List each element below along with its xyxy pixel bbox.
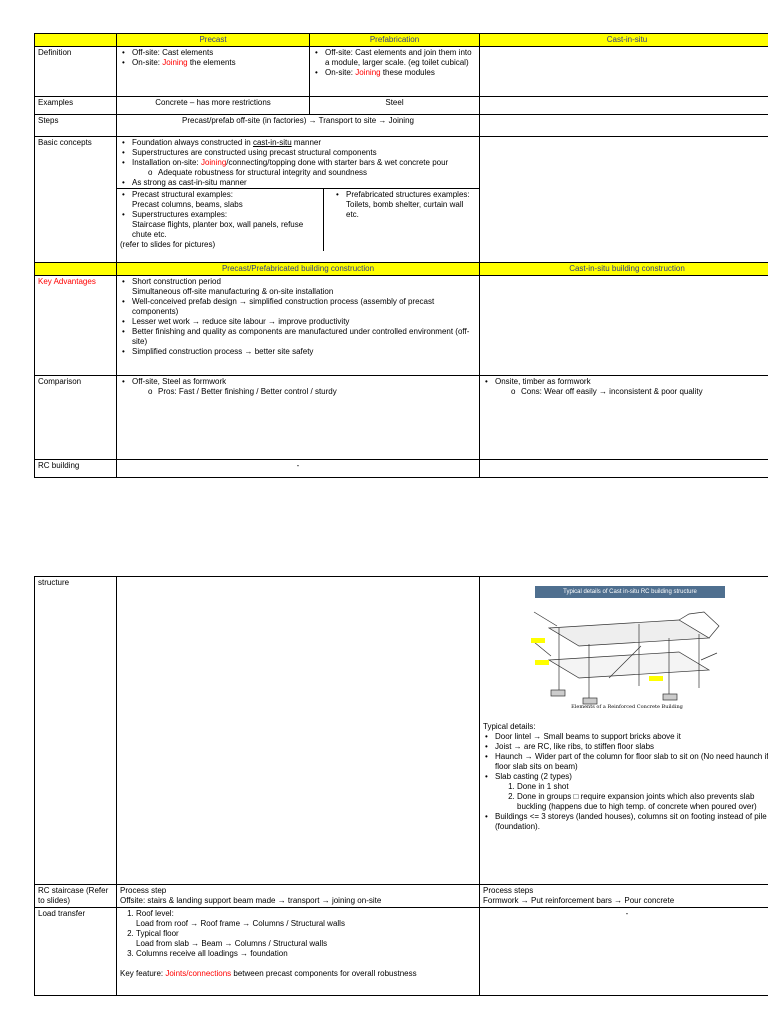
steps-text: Precast/prefab off-site (in factories) → Transport to site → Joining: [117, 115, 480, 137]
header-cast-in-situ-construction: Cast-in-situ building construction: [480, 263, 768, 276]
header-cast-in-situ: Cast-in-situ: [480, 34, 768, 47]
comparison-cast-in-situ: • Onsite, timber as formwork o Cons: Wear off easily → inconsistent & poor quality: [480, 376, 768, 460]
key-advantages-cast-in-situ: [480, 276, 768, 376]
row-label-load-transfer: Load transfer: [35, 908, 117, 996]
header-precast: Precast: [117, 34, 310, 47]
row-label-examples: Examples: [35, 97, 117, 115]
precast-examples: • Precast structural examples: Precast columns, beams, slabs • Superstructures examples: Staircase flights, planter box, wall panels, refuse chute etc. (refer to slides for pictures): [117, 189, 324, 251]
structure-cast-in-situ: Typical details of Cast in-situ RC building structure Elements of a Reinforced Concrete Building Typical details: • Door lintel → Small beams to support bricks above it • Joist → are RC, like ribs, to stiffen floor slabs • Haunch → Wider part of the column for floor slab to sit on (No need haunch if floor slab sits on beam) • Slab casting (2 types) 1. Done in 1 shot 2. Done in groups □ require expansion joints which also prevents slab buckling (happens due to high temp. of concrete when poured over) • Buildings <= 3 storeys (landed houses), columns sit on footing instead of pile (foundation).: [480, 577, 768, 885]
examples-cast-in-situ: [480, 97, 768, 115]
comparison-table: [34, 33, 768, 478]
examples-precast: Concrete – has more restrictions: [117, 97, 310, 115]
staircase-cast-in-situ: Process steps Formwork → Put reinforcement bars → Pour concrete: [480, 885, 768, 908]
header-prefabrication: Prefabrication: [310, 34, 480, 47]
row-label-rc-staircase: RC staircase (Refer to slides): [35, 885, 117, 908]
row-label-structure: structure: [35, 577, 117, 885]
basic-concepts-cast-in-situ: [480, 137, 768, 263]
structure-precast: [117, 577, 480, 885]
header2-empty: [35, 263, 117, 276]
rc-building-diagram: [529, 586, 725, 716]
key-advantages-list: • Short construction period Simultaneous off-site manufacturing & on-site installation • Well-conceived prefab design → simplified construction process (assembly of precast components) • Lesser wet work → reduce site labour → improve productivity • Better finishing and quality as components are manufactured under controlled environment (off-site) • Simplified construction process → better site safety: [117, 276, 480, 376]
basic-concepts-list: • Foundation always constructed in cast-in-situ manner • Superstructures are constructed using precast structural components • Installation on-site: Joining/connecting/topping done with starter bars & wet concrete pour o Adequate robustness for structural integrity and soundness • As strong as cast-in-situ manner: [117, 137, 480, 189]
row-label-basic-concepts: Basic concepts: [35, 137, 117, 263]
building-structure-illustration: [529, 598, 725, 710]
row-label-comparison: Comparison: [35, 376, 117, 460]
load-transfer-precast: 1. Roof level: Load from roof → Roof frame → Columns / Structural walls 2. Typical floor Load from slab → Beam → Columns / Structural walls 3. Columns receive all loadings → foundation Key feature: Joints/connections between precast components for overall robustness: [117, 908, 480, 996]
row-label-key-advantages: Key Advantages: [35, 276, 117, 376]
basic-examples-split: [117, 189, 480, 263]
load-transfer-cast-in-situ: -: [480, 908, 768, 996]
comparison-precast: • Off-site, Steel as formwork o Pros: Fast / Better finishing / Better control / sturdy: [117, 376, 480, 460]
row-label-steps: Steps: [35, 115, 117, 137]
definition-precast: • Off-site: Cast elements • On-site: Joining the elements: [117, 47, 310, 97]
row-label-rc-building: RC building: [35, 460, 117, 478]
diagram-title: Typical details of Cast in-situ RC building structure: [535, 586, 725, 598]
examples-prefab: Steel: [310, 97, 480, 115]
rc-building-text: -: [117, 460, 480, 478]
definition-cast-in-situ: [480, 47, 768, 97]
header-empty: [35, 34, 117, 47]
definition-prefab: • Off-site: Cast elements and join them into a module, larger scale. (eg toilet cubical) • On-site: Joining these modules: [310, 47, 480, 97]
staircase-precast: Process step Offsite: stairs & landing support beam made → transport → joining on-site: [117, 885, 480, 908]
prefab-examples: • Prefabricated structures examples: Toilets, bomb shelter, curtain wall etc.: [324, 189, 479, 251]
steps-cast-in-situ: [480, 115, 768, 137]
structure-table: [34, 576, 768, 996]
typical-details-title: Typical details:: [483, 722, 536, 731]
header-precast-prefab-construction: Precast/Prefabricated building construction: [117, 263, 480, 276]
rc-building-cast-in-situ: [480, 460, 768, 478]
diagram-caption: Elements of a Reinforced Concrete Building: [571, 704, 683, 710]
row-label-definition: Definition: [35, 47, 117, 97]
